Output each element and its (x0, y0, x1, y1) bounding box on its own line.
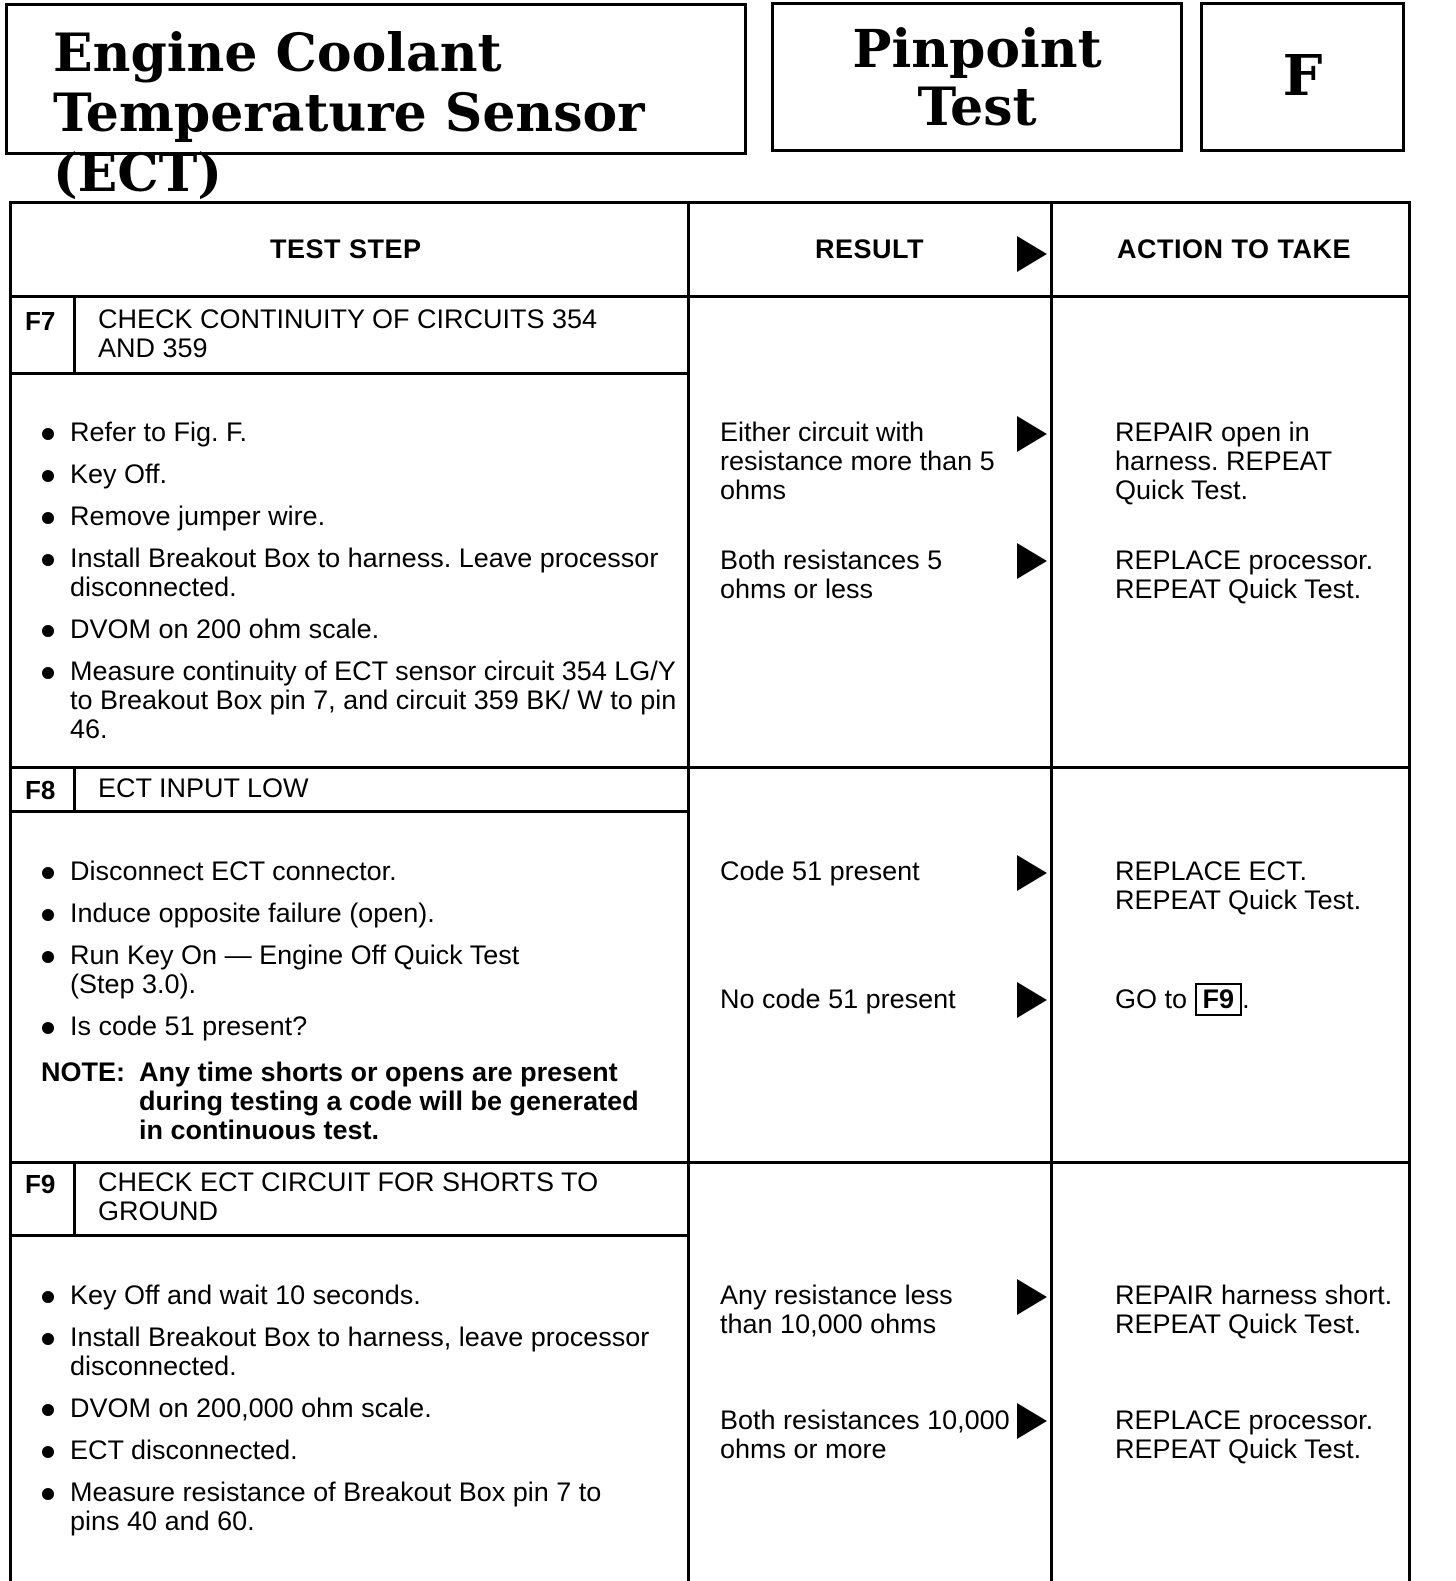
f8-result-2: No code 51 present (720, 984, 956, 1014)
title-box (5, 3, 747, 204)
f7-result-2: Both resistances 5 ohms or less (720, 545, 943, 604)
bullet-icon (42, 1022, 54, 1034)
list-item: Run Key On — Engine Off Quick Test (Step 3.0). (40, 941, 690, 999)
list-item: Remove jumper wire. (40, 502, 690, 531)
step-reference-f9[interactable]: F9 (1195, 983, 1243, 1016)
list-item: Install Breakout Box to harness, leave processor disconnected. (40, 1323, 690, 1381)
step-divider (12, 1161, 1408, 1164)
f8-note (41, 1058, 691, 1145)
bullet-icon (42, 1291, 54, 1303)
test-type-line1: Pinpoint (852, 19, 1102, 80)
f9-title-divider (12, 1234, 688, 1237)
f9-result-1: Any resistance less than 10,000 ohms (720, 1280, 953, 1339)
f8-id-divider (73, 767, 76, 811)
arrow-icon (1017, 855, 1047, 891)
header-divider (12, 295, 1408, 298)
test-type (774, 21, 1180, 137)
f7-result-1: Either circuit with resistance more than 5 ohms (720, 417, 995, 505)
f7-title-divider (12, 372, 688, 375)
f8-result-1: Code 51 present (720, 856, 920, 886)
list-item: Key Off. (40, 460, 690, 489)
note-text: Any time shorts or opens are present during testing a code will be generated in continuous test. (139, 1057, 639, 1145)
pinpoint-test-table (9, 201, 1411, 1581)
list-item: Measure continuity of ECT sensor circuit 354 LG/Y to Breakout Box pin 7, and circuit 359 BK/ W to pin 46. (40, 657, 690, 744)
f8-title-divider (12, 810, 688, 813)
f8-bullet-list (40, 857, 690, 1054)
list-item: DVOM on 200 ohm scale. (40, 615, 690, 644)
bullet-icon (42, 1446, 54, 1458)
arrow-icon (1017, 1279, 1047, 1315)
column-header-result: RESULT (815, 234, 924, 264)
arrow-icon (1017, 543, 1047, 579)
f8-action-1: REPLACE ECT. REPEAT Quick Test. (1115, 856, 1362, 915)
list-item: DVOM on 200,000 ohm scale. (40, 1394, 690, 1423)
bullet-icon (42, 951, 54, 963)
f9-result-2: Both resistances 10,000 ohms or more (720, 1405, 1010, 1464)
arrow-icon (1017, 416, 1047, 452)
step-title-f8: ECT INPUT LOW (98, 773, 309, 803)
f7-action-1: REPAIR open in harness. REPEAT Quick Test. (1115, 417, 1332, 505)
bullet-icon (42, 554, 54, 566)
step-id-f7: F7 (25, 306, 56, 336)
step-id-f9: F9 (25, 1169, 56, 1199)
list-item: Disconnect ECT connector. (40, 857, 690, 886)
list-item: Install Breakout Box to harness. Leave processor disconnected. (40, 544, 690, 602)
arrow-icon (1017, 236, 1047, 272)
page-title (53, 24, 744, 204)
arrow-icon (1017, 1403, 1047, 1439)
column-header-action: ACTION TO TAKE (1117, 234, 1351, 264)
bullet-icon (42, 512, 54, 524)
test-type-line2: Test (917, 77, 1037, 138)
bullet-icon (42, 909, 54, 921)
column-header-test-step: TEST STEP (270, 234, 422, 264)
f7-action-2: REPLACE processor. REPEAT Quick Test. (1115, 545, 1374, 604)
f7-id-divider (73, 296, 76, 373)
f9-action-1: REPAIR harness short. REPEAT Quick Test. (1115, 1280, 1393, 1339)
column-divider-2 (1050, 204, 1053, 1581)
bullet-icon (42, 1333, 54, 1345)
test-letter: F (1282, 43, 1323, 109)
f9-id-divider (73, 1162, 76, 1235)
note-label: NOTE: (41, 1057, 125, 1087)
page-title-line1: Engine Coolant (53, 23, 502, 84)
bullet-icon (42, 470, 54, 482)
f9-bullet-list (40, 1281, 690, 1549)
bullet-icon (42, 1404, 54, 1416)
f8-action-2: GO to F9 . (1115, 984, 1250, 1014)
step-divider (12, 766, 1408, 769)
list-item: Refer to Fig. F. (40, 418, 690, 447)
list-item: Measure resistance of Breakout Box pin 7 to pins 40 and 60. (40, 1478, 690, 1536)
step-title-f9: CHECK ECT CIRCUIT FOR SHORTS TO GROUND (98, 1167, 599, 1226)
arrow-icon (1017, 982, 1047, 1018)
list-item: Key Off and wait 10 seconds. (40, 1281, 690, 1310)
test-type-box (771, 2, 1183, 152)
test-letter-box (1200, 2, 1405, 152)
page-title-line2: Temperature Sensor (ECT) (53, 83, 645, 204)
list-item: ECT disconnected. (40, 1436, 690, 1465)
bullet-icon (42, 1488, 54, 1500)
list-item: Induce opposite failure (open). (40, 899, 690, 928)
list-item: Is code 51 present? (40, 1012, 690, 1041)
bullet-icon (42, 867, 54, 879)
bullet-icon (42, 625, 54, 637)
step-title-f7: CHECK CONTINUITY OF CIRCUITS 354 AND 359 (98, 304, 598, 363)
bullet-icon (42, 428, 54, 440)
bullet-icon (42, 667, 54, 679)
f7-bullet-list (40, 418, 690, 757)
step-id-f8: F8 (25, 775, 56, 805)
f9-action-2: REPLACE processor. REPEAT Quick Test. (1115, 1405, 1374, 1464)
